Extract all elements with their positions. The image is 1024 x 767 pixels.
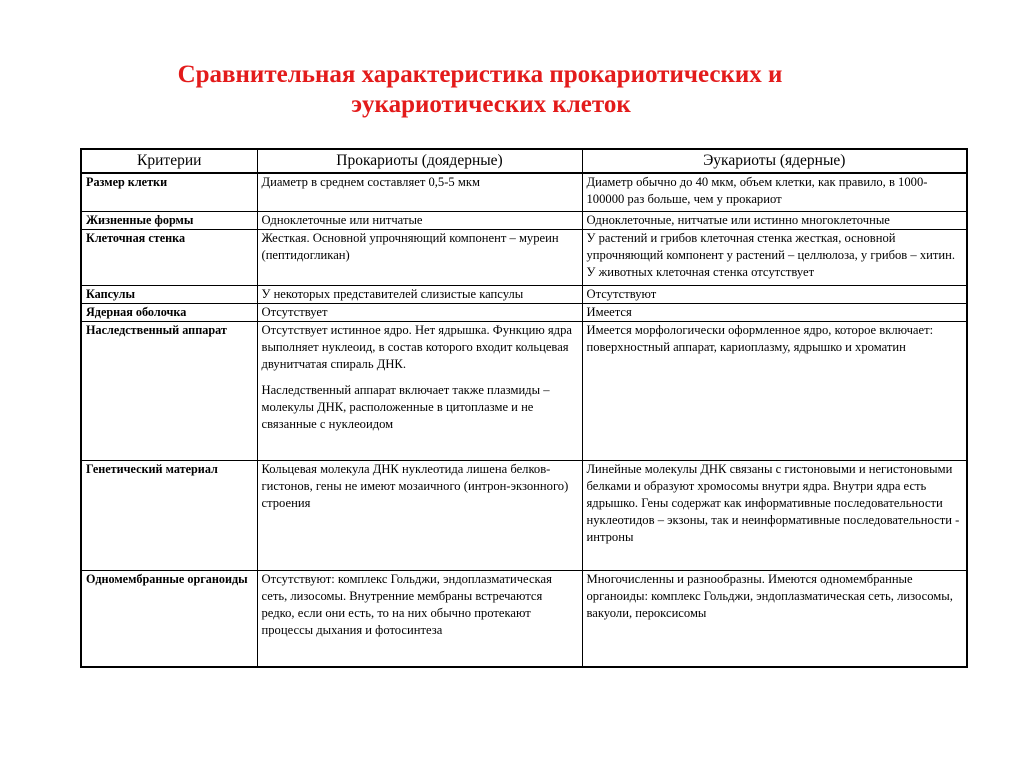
prokaryotes-cell — [257, 460, 582, 570]
prokaryotes-text: Жесткая. Основной упрочняющий компонент – муреин (пептидогликан) — [261, 230, 559, 262]
prokaryotes-text: Отсутствует истинное ядро. Нет ядрышка. Функцию ядра выполняет нуклеоид, в состав которого входит кольцевая двунитчатая спираль ДНК. — [261, 322, 572, 371]
prokaryotes-text: Одноклеточные или нитчатые — [261, 212, 423, 227]
prokaryotes-cell — [257, 570, 582, 667]
eukaryotes-cell — [582, 570, 967, 667]
table-row — [81, 303, 967, 321]
criterion-cell: Наследственный аппарат — [81, 321, 257, 460]
table-row — [81, 570, 967, 667]
prokaryotes-text: У некоторых представителей слизистые капсулы — [261, 286, 524, 301]
eukaryotes-cell — [582, 211, 967, 229]
eukaryotes-cell — [582, 285, 967, 303]
eukaryotes-text: Линейные молекулы ДНК связаны с гистоновыми и негистоновыми белками и образуют хромосомы внутри ядра. Внутри ядра есть ядрышко. Гены содержат как информативные последовательности нуклеотидов – экзоны, так и неинформативные последовательности - интроны — [586, 461, 960, 544]
prokaryotes-text: Отсутствует — [261, 304, 328, 319]
table-row — [81, 321, 967, 460]
table-row — [81, 211, 967, 229]
prokaryotes-text: Диаметр в среднем составляет 0,5-5 мкм — [261, 175, 480, 189]
eukaryotes-text: Имеется морфологически оформленное ядро, которое включает: поверхностный аппарат, кариоплазму, ядрышко и хроматин — [586, 322, 934, 354]
table-row — [81, 173, 967, 211]
title-line-2: эукариотических клеток — [351, 91, 631, 118]
prokaryotes-cell — [257, 211, 582, 229]
prokaryotes-cell — [257, 285, 582, 303]
title-line-1: Сравнительная характеристика прокариотических и — [177, 61, 783, 88]
table-row — [81, 229, 967, 285]
eukaryotes-text: Отсутствуют — [586, 286, 657, 301]
criterion-cell: Капсулы — [81, 285, 257, 303]
table-row — [81, 460, 967, 570]
eukaryotes-cell — [582, 229, 967, 285]
prokaryotes-cell — [257, 321, 582, 460]
criterion-cell: Ядерная оболочка — [81, 303, 257, 321]
eukaryotes-text: У растений и грибов клеточная стенка жесткая, основной упрочняющий компонент у растений – целлюлоза, у грибов – хитин. У животных клеточная стенка отсутствует — [586, 230, 955, 279]
prokaryotes-cell — [257, 173, 582, 211]
eukaryotes-cell — [582, 321, 967, 460]
eukaryotes-cell — [582, 173, 967, 211]
criterion-cell: Клеточная стенка — [81, 229, 257, 285]
prokaryotes-text: Отсутствуют: комплекс Гольджи, эндоплазматическая сеть, лизосомы. Внутренние мембраны встречаются редко, если они есть, то на них обычно протекают процессы дыхания и фотосинтеза — [261, 571, 552, 637]
prokaryotes-text: Наследственный аппарат включает также плазмиды – молекулы ДНК, расположенные в цитоплазме и не связанные с нуклеоидом — [261, 382, 550, 431]
eukaryotes-cell — [582, 460, 967, 570]
eukaryotes-text: Одноклеточные, нитчатые или истинно многоклеточные — [586, 212, 890, 227]
prokaryotes-cell — [257, 303, 582, 321]
header-eukaryotes: Эукариоты (ядерные) — [582, 149, 967, 173]
criterion-cell: Одномембранные органоиды — [81, 570, 257, 667]
table-row — [81, 285, 967, 303]
eukaryotes-text: Диаметр обычно до 40 мкм, объем клетки, как правило, в 1000-100000 раз больше, чем у прокариот — [586, 175, 928, 206]
criterion-cell: Жизненные формы — [81, 211, 257, 229]
criterion-cell: Генетический материал — [81, 460, 257, 570]
eukaryotes-text: Многочисленны и разнообразны. Имеются одномембранные органоиды: комплекс Гольджи, эндоплазматическая сеть, лизосомы, вакуоли, пероксисомы — [586, 571, 953, 620]
eukaryotes-cell — [582, 303, 967, 321]
header-prokaryotes: Прокариоты (доядерные) — [257, 149, 582, 173]
comparison-table — [80, 148, 968, 668]
table-header-row — [81, 149, 967, 173]
prokaryotes-cell — [257, 229, 582, 285]
prokaryotes-text: Кольцевая молекула ДНК нуклеотида лишена белков-гистонов, гены не имеют мозаичного (интрон-экзонного) строения — [261, 461, 569, 510]
eukaryotes-text: Имеется — [586, 304, 632, 319]
criterion-cell: Размер клетки — [81, 173, 257, 211]
slide-title — [0, 60, 960, 120]
header-criteria: Критерии — [81, 149, 257, 173]
